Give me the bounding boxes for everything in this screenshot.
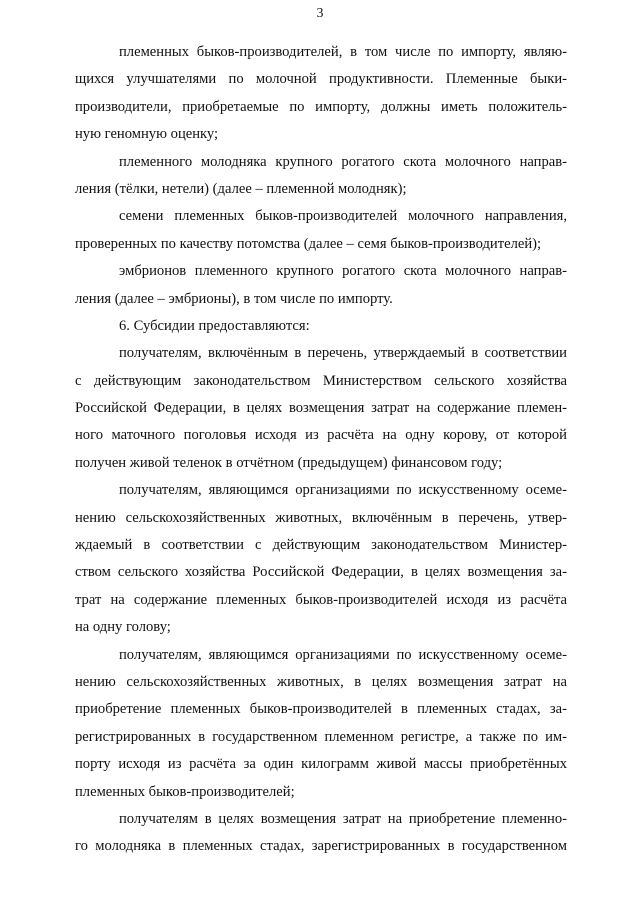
- text-line: ного маточного поголовья исходя из расчёта на одну корову, от которой: [75, 427, 567, 444]
- text-line: ления (далее – эмбрионы), в том числе по импорту.: [75, 290, 393, 307]
- text-line: семени племенных быков-производителей молочного направления,: [119, 208, 567, 225]
- text-line: ждаемый в соответствии с действующим законодательством Министер-: [75, 537, 567, 554]
- text-line: трат на содержание племенных быков-производителей исходя из расчёта: [75, 591, 567, 608]
- text-line: ством сельского хозяйства Российской Федерации, в целях возмещения за-: [75, 564, 567, 581]
- text-line: производители, приобретаемые по импорту, должны иметь положитель-: [75, 98, 567, 115]
- text-line: на одну голову;: [75, 619, 171, 636]
- text-line: нению сельскохозяйственных животных, в целях возмещения затрат на: [75, 673, 567, 690]
- text-line: с действующим законодательством Министерством сельского хозяйства: [75, 372, 567, 389]
- text-line: приобретение племенных быков-производителей в племенных стадах, за-: [75, 701, 567, 718]
- text-line: регистрированных в государственном племенном регистре, а также по им-: [75, 728, 567, 745]
- text-line: получателям в целях возмещения затрат на приобретение племенно-: [119, 810, 567, 827]
- text-line: племенного молодняка крупного рогатого скота молочного направ-: [119, 153, 567, 170]
- text-line: получателям, являющимся организациями по искусственному осеме-: [119, 646, 567, 663]
- text-line: получателям, включённым в перечень, утверждаемый в соответствии: [119, 345, 567, 362]
- text-line: порту исходя из расчёта за один килограмм живой массы приобретённых: [75, 756, 567, 773]
- text-line: ления (тёлки, нетели) (далее – племенной молодняк);: [75, 180, 407, 197]
- text-line: ную геномную оценку;: [75, 126, 219, 143]
- document-body: [75, 39, 567, 861]
- text-line: 6. Субсидии предоставляются:: [119, 317, 310, 334]
- text-line: нению сельскохозяйственных животных, включённым в перечень, утвер-: [75, 509, 567, 526]
- text-line: проверенных по качеству потомства (далее – семя быков-производителей);: [75, 235, 542, 252]
- text-line: щихся улучшателями по молочной продуктивности. Племенные быки-: [75, 71, 567, 88]
- page-number: 3: [316, 6, 324, 21]
- text-line: получателям, являющимся организациями по искусственному осеме-: [119, 482, 567, 499]
- text-line: получен живой теленок в отчётном (предыдущем) финансовом году;: [75, 454, 503, 471]
- text-line: племенных быков-производителей, в том числе по импорту, являю-: [119, 44, 567, 60]
- text-line: го молодняка в племенных стадах, зарегистрированных в государственном: [75, 838, 567, 855]
- text-line: Российской Федерации, в целях возмещения затрат на содержание племен-: [75, 400, 567, 417]
- text-line: племенных быков-производителей;: [75, 783, 295, 800]
- text-line: эмбрионов племенного крупного рогатого скота молочного направ-: [119, 263, 567, 280]
